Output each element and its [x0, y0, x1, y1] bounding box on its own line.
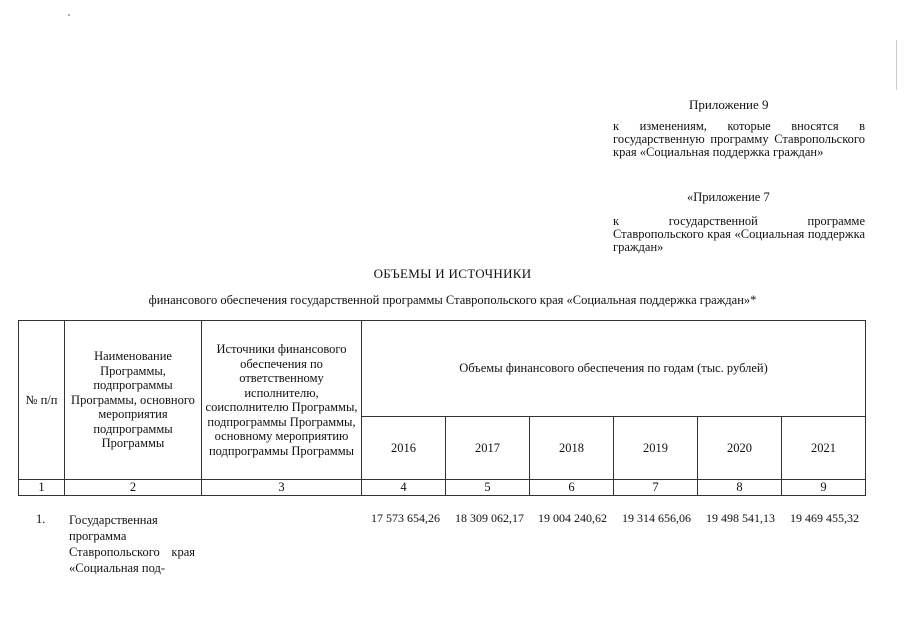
header-year: 2018: [530, 417, 614, 480]
header-source: Источники финансового обеспечения по ответственному исполнителю, соисполнителю Программы, подпрограммы Программы, основному мероприятию подпрограммы Программы: [202, 321, 362, 480]
row-number: 1.: [36, 512, 46, 526]
column-number: 1: [19, 480, 65, 496]
row-value-2017: 18 309 062,17: [455, 511, 524, 525]
header-year: 2017: [446, 417, 530, 480]
scan-speck: [68, 14, 70, 16]
sub-appendix-text: к государственной программе Ставропольского края «Социальная поддержка граждан»: [613, 214, 865, 254]
header-year: 2021: [782, 417, 866, 480]
scan-edge-mark: [896, 40, 897, 90]
document-subtitle: финансового обеспечения государственной программы Ставропольского края «Социальная поддержка граждан»*: [148, 293, 757, 307]
header-name: Наименование Программы, подпрограммы Программы, основного мероприятия подпрограммы Программы: [65, 321, 202, 480]
row-value-2016: 17 573 654,26: [371, 511, 440, 525]
column-number: 9: [782, 480, 866, 496]
row-value-2019: 19 314 656,06: [622, 511, 691, 525]
header-year: 2020: [698, 417, 782, 480]
table-header-row: [19, 321, 866, 417]
row-program-name: Государственная программа Ставропольского края «Социальная под-: [69, 513, 195, 575]
row-value-2020: 19 498 541,13: [706, 511, 775, 525]
sub-appendix-title: «Приложение 7: [687, 190, 770, 204]
column-number: 6: [530, 480, 614, 496]
header-year: 2016: [362, 417, 446, 480]
column-number: 8: [698, 480, 782, 496]
row-value-2021: 19 469 455,32: [790, 511, 859, 525]
document-title: ОБЪЕМЫ И ИСТОЧНИКИ: [373, 266, 532, 281]
header-volumes: Объемы финансового обеспечения по годам (тыс. рублей): [362, 321, 866, 417]
appendix-title: Приложение 9: [689, 97, 769, 112]
row-value-2018: 19 004 240,62: [538, 511, 607, 525]
header-no: № п/п: [19, 321, 65, 480]
header-year: 2019: [614, 417, 698, 480]
table-column-number-row: [19, 480, 866, 496]
column-number: 5: [446, 480, 530, 496]
appendix-text: к изменениям, которые вносятся в государственную программу Ставропольского края «Социальная поддержка граждан»: [613, 119, 865, 159]
financing-table: [18, 320, 866, 496]
column-number: 4: [362, 480, 446, 496]
column-number: 3: [202, 480, 362, 496]
column-number: 7: [614, 480, 698, 496]
column-number: 2: [65, 480, 202, 496]
